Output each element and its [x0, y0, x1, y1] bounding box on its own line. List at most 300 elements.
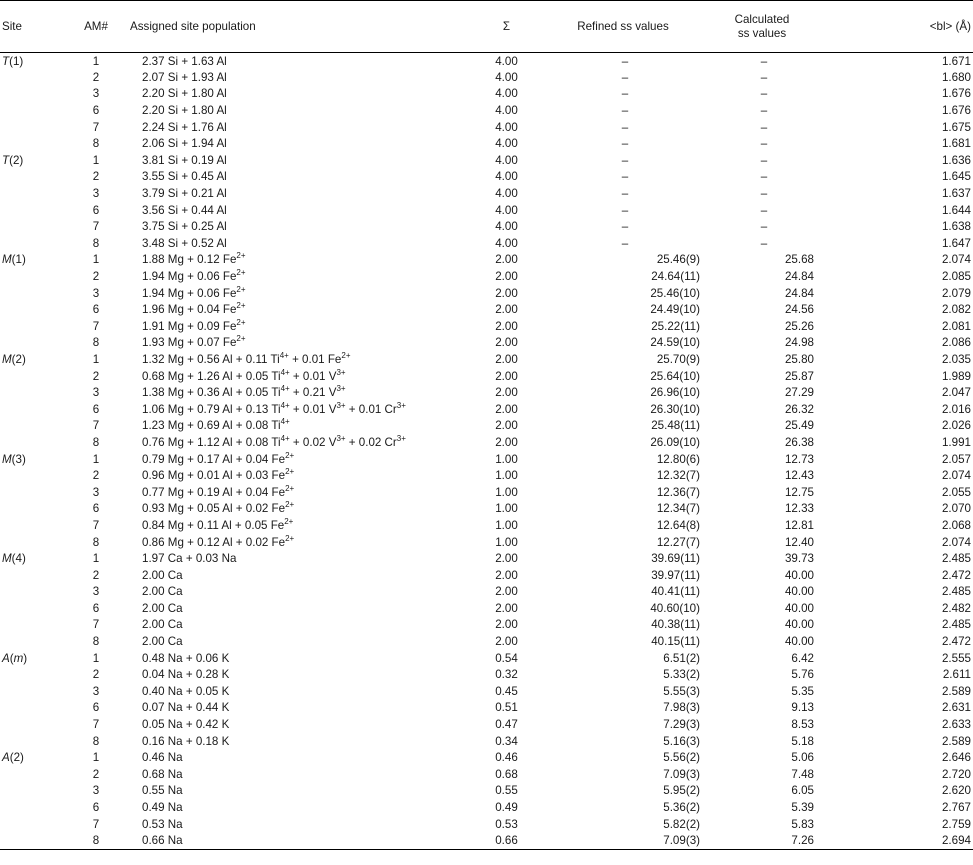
header-site: Site [2, 19, 22, 33]
header-calculated-line2: ss values [737, 26, 787, 40]
population-cell [128, 119, 472, 136]
bond-length-cell: 1.644 [941, 203, 971, 217]
bond-length-cell: 1.636 [941, 153, 971, 167]
calculated-cell [705, 567, 819, 584]
refined-value: 25.48(11) [651, 419, 700, 433]
charge-superscript: 2+ [284, 516, 294, 526]
calculated-cell [705, 766, 819, 783]
calculated-cell [705, 749, 819, 766]
population-text: + 0.21 V [289, 386, 337, 400]
bond-length-cell: 2.057 [941, 452, 971, 466]
population-cell [128, 451, 472, 468]
table-row [0, 633, 973, 650]
sum-cell: 2.00 [495, 386, 518, 400]
population-text: 0.84 Mg + 0.11 Al + 0.05 Fe [142, 518, 285, 532]
header-population: Assigned site population [130, 19, 256, 33]
site-letter: T [2, 153, 10, 167]
population-text: 0.77 Mg + 0.19 Al + 0.04 Fe [142, 485, 286, 499]
bond-length-cell: 2.633 [941, 718, 971, 732]
site-cell [0, 816, 64, 833]
charge-superscript: 4+ [279, 350, 289, 360]
sum-cell: 4.00 [495, 187, 518, 201]
refined-cell [541, 766, 705, 783]
bond-length-cell: 2.485 [941, 618, 971, 632]
population-cell [128, 683, 472, 700]
calculated-cell [705, 102, 819, 119]
refined-cell [541, 351, 705, 368]
calculated-cell [705, 617, 819, 634]
refined-cell [541, 832, 705, 849]
charge-superscript: 3+ [336, 433, 346, 443]
site-cell [0, 666, 64, 683]
calculated-cell [705, 816, 819, 833]
calculated-cell [705, 534, 819, 551]
table-row [0, 534, 973, 551]
calculated-cell [705, 418, 819, 435]
sum-cell: 2.00 [495, 336, 518, 350]
calculated-cell [705, 53, 819, 70]
table-row [0, 285, 973, 302]
refined-cell [541, 584, 705, 601]
refined-cell [541, 301, 705, 318]
sum-cell: 0.55 [495, 784, 518, 798]
population-cell [128, 53, 472, 70]
sum-cell: 2.00 [495, 568, 518, 582]
bond-length-cell: 2.081 [941, 319, 971, 333]
sum-cell: 2.00 [495, 635, 518, 649]
sum-cell: 2.00 [495, 435, 518, 449]
calculated-cell [705, 169, 819, 186]
calculated-value: 24.84 [784, 286, 814, 300]
calculated-value: 25.80 [784, 352, 814, 366]
population-text: 0.79 Mg + 0.17 Al + 0.04 Fe [142, 452, 286, 466]
calculated-cell [705, 600, 819, 617]
am-cell: 3 [92, 784, 100, 798]
calculated-cell [705, 285, 819, 302]
calculated-cell [705, 517, 819, 534]
table-row [0, 567, 973, 584]
refined-cell [541, 749, 705, 766]
calculated-cell [705, 384, 819, 401]
site-cell [0, 86, 64, 103]
sum-cell: 4.00 [495, 70, 518, 84]
calculated-cell [705, 434, 819, 451]
site-cell [0, 384, 64, 401]
calculated-cell [705, 799, 819, 816]
refined-cell [541, 484, 705, 501]
calculated-value: 9.13 [791, 701, 814, 715]
refined-value: – [621, 236, 629, 250]
calculated-cell [705, 666, 819, 683]
calculated-value: 5.83 [791, 817, 814, 831]
table-row [0, 617, 973, 634]
table-row [0, 733, 973, 750]
population-cell [128, 600, 472, 617]
bond-length-cell: 2.068 [941, 518, 971, 532]
site-cell [0, 716, 64, 733]
bond-length-cell: 2.631 [941, 701, 971, 715]
bond-length-cell: 1.675 [941, 120, 971, 134]
calculated-value: 27.29 [784, 386, 814, 400]
population-text: 2.00 Ca [142, 585, 183, 599]
refined-value: – [621, 220, 629, 234]
header-calculated [705, 1, 819, 53]
refined-value: 24.59(10) [650, 336, 700, 350]
population-text: 2.00 Ca [142, 568, 183, 582]
site-letter: A [2, 651, 10, 665]
calculated-cell [705, 633, 819, 650]
refined-value: 12.36(7) [656, 485, 700, 499]
population-cell [128, 733, 472, 750]
table-row [0, 368, 973, 385]
calculated-cell [705, 301, 819, 318]
population-cell [128, 135, 472, 152]
table-row [0, 102, 973, 119]
refined-value: 25.22(11) [651, 319, 700, 333]
site-cell [0, 152, 64, 169]
calculated-cell [705, 335, 819, 352]
refined-cell [541, 152, 705, 169]
table-row [0, 484, 973, 501]
sum-cell: 1.00 [495, 485, 518, 499]
calculated-value: 12.73 [784, 452, 814, 466]
calculated-value: – [760, 87, 768, 101]
refined-cell [541, 633, 705, 650]
sum-cell: 0.46 [495, 751, 518, 765]
am-cell: 3 [92, 684, 100, 698]
site-cell [0, 832, 64, 849]
table-row [0, 451, 973, 468]
refined-value: – [621, 104, 629, 118]
refined-value: 26.96(10) [650, 386, 700, 400]
bond-length-cell: 2.016 [941, 402, 971, 416]
refined-cell [541, 683, 705, 700]
population-text: 0.55 Na [142, 784, 183, 798]
calculated-cell [705, 484, 819, 501]
am-cell: 8 [92, 137, 100, 151]
table-row [0, 53, 973, 70]
site-cell [0, 799, 64, 816]
bond-length-cell: 2.485 [941, 552, 971, 566]
charge-superscript: 2+ [285, 467, 295, 477]
population-cell [128, 700, 472, 717]
am-cell: 7 [92, 220, 100, 234]
calculated-cell [705, 501, 819, 518]
sum-cell: 0.32 [495, 668, 518, 682]
bond-length-cell: 2.070 [941, 502, 971, 516]
population-text: + 0.01 V [289, 369, 337, 383]
charge-superscript: 2+ [236, 268, 246, 278]
population-cell [128, 484, 472, 501]
calculated-value: 40.00 [784, 618, 814, 632]
site-cell [0, 584, 64, 601]
am-cell: 6 [92, 402, 100, 416]
population-text: 1.38 Mg + 0.36 Al + 0.05 Ti [142, 386, 281, 400]
population-cell [128, 401, 472, 418]
table-row [0, 69, 973, 86]
refined-cell [541, 666, 705, 683]
refined-value: – [621, 170, 629, 184]
charge-superscript: 4+ [280, 417, 290, 427]
calculated-value: 5.18 [791, 734, 814, 748]
population-cell [128, 832, 472, 849]
site-cell [0, 69, 64, 86]
site-cell [0, 633, 64, 650]
table-row [0, 832, 973, 849]
site-cell [0, 335, 64, 352]
sum-cell: 2.00 [495, 369, 518, 383]
table-header [0, 1, 973, 53]
refined-value: – [621, 54, 629, 68]
charge-superscript: 4+ [280, 384, 290, 394]
table-row [0, 799, 973, 816]
calculated-value: 25.87 [784, 369, 814, 383]
charge-superscript: 2+ [236, 251, 246, 261]
calculated-value: 12.43 [784, 469, 814, 483]
population-text: 2.37 Si + 1.63 Al [142, 54, 227, 68]
refined-cell [541, 517, 705, 534]
table-row [0, 783, 973, 800]
refined-cell [541, 69, 705, 86]
table-row [0, 318, 973, 335]
refined-value: – [621, 137, 629, 151]
population-text: 2.20 Si + 1.80 Al [142, 87, 227, 101]
refined-cell [541, 650, 705, 667]
calculated-cell [705, 152, 819, 169]
population-text: 1.96 Mg + 0.04 Fe [142, 303, 237, 317]
am-cell: 8 [92, 336, 100, 350]
refined-cell [541, 434, 705, 451]
am-cell: 3 [92, 386, 100, 400]
refined-cell [541, 733, 705, 750]
calculated-cell [705, 451, 819, 468]
refined-cell [541, 86, 705, 103]
site-letter: M [2, 352, 12, 366]
population-cell [128, 617, 472, 634]
refined-value: – [621, 187, 629, 201]
population-text: 1.32 Mg + 0.56 Al + 0.11 Ti [142, 352, 280, 366]
bond-length-cell: 2.035 [941, 352, 971, 366]
refined-cell [541, 783, 705, 800]
bond-length-cell: 1.676 [941, 87, 971, 101]
am-cell: 1 [92, 651, 100, 665]
population-cell [128, 152, 472, 169]
calculated-value: 26.38 [784, 435, 814, 449]
sum-cell: 1.00 [495, 502, 518, 516]
site-letter: M [2, 452, 12, 466]
refined-cell [541, 335, 705, 352]
bond-length-cell: 2.055 [941, 485, 971, 499]
bond-length-cell: 1.638 [941, 220, 971, 234]
table-row [0, 401, 973, 418]
calculated-value: 5.76 [791, 668, 814, 682]
bond-length-cell: 2.485 [941, 585, 971, 599]
am-cell: 6 [92, 601, 100, 615]
population-cell [128, 102, 472, 119]
calculated-value: 24.98 [784, 336, 814, 350]
table-row [0, 550, 973, 567]
calculated-value: 12.33 [784, 502, 814, 516]
calculated-value: – [760, 120, 768, 134]
refined-cell [541, 218, 705, 235]
bond-length-cell: 2.589 [941, 734, 971, 748]
bond-length-cell: 2.694 [941, 833, 971, 847]
population-text: 1.94 Mg + 0.06 Fe [142, 270, 237, 284]
calculated-value: 40.00 [784, 635, 814, 649]
bond-length-cell: 2.082 [941, 303, 971, 317]
sum-cell: 4.00 [495, 120, 518, 134]
table-row [0, 749, 973, 766]
population-text: 1.91 Mg + 0.09 Fe [142, 319, 237, 333]
site-cell [0, 484, 64, 501]
refined-value: 5.16(3) [663, 734, 700, 748]
refined-value: 5.55(3) [663, 684, 700, 698]
population-text: 2.00 Ca [142, 635, 183, 649]
refined-value: 5.33(2) [663, 668, 700, 682]
population-text: 0.16 Na + 0.18 K [142, 734, 230, 748]
refined-cell [541, 501, 705, 518]
population-text: 0.93 Mg + 0.05 Al + 0.02 Fe [142, 502, 286, 516]
header-am: AM# [84, 19, 108, 33]
sum-cell: 0.66 [495, 833, 518, 847]
population-cell [128, 633, 472, 650]
am-cell: 6 [92, 701, 100, 715]
am-cell: 7 [92, 419, 100, 433]
calculated-value: – [760, 137, 768, 151]
calculated-value: 6.05 [791, 784, 814, 798]
bond-length-cell: 2.079 [941, 286, 971, 300]
population-text: 1.06 Mg + 0.79 Al + 0.13 Ti [142, 402, 281, 416]
refined-value: 12.34(7) [656, 502, 700, 516]
refined-cell [541, 401, 705, 418]
bond-length-cell: 1.647 [941, 236, 971, 250]
refined-cell [541, 816, 705, 833]
am-cell: 7 [92, 718, 100, 732]
table-row [0, 152, 973, 169]
sum-cell: 4.00 [495, 203, 518, 217]
am-cell: 2 [92, 469, 100, 483]
charge-superscript: 3+ [336, 384, 346, 394]
calculated-cell [705, 650, 819, 667]
site-letter: M [2, 253, 12, 267]
population-cell [128, 418, 472, 435]
refined-cell [541, 202, 705, 219]
refined-value: 40.15(11) [651, 635, 700, 649]
charge-superscript: 2+ [285, 500, 295, 510]
sum-cell: 0.45 [495, 684, 518, 698]
site-cell [0, 600, 64, 617]
calculated-value: 25.26 [784, 319, 814, 333]
calculated-value: – [760, 170, 768, 184]
sum-cell: 4.00 [495, 104, 518, 118]
am-cell: 2 [92, 369, 100, 383]
table-row [0, 351, 973, 368]
calculated-value: 40.00 [784, 601, 814, 615]
population-cell [128, 816, 472, 833]
population-cell [128, 285, 472, 302]
bond-length-cell: 2.767 [941, 801, 971, 815]
population-cell [128, 185, 472, 202]
site-cell [0, 766, 64, 783]
am-cell: 3 [92, 485, 100, 499]
sum-cell: 1.00 [495, 469, 518, 483]
table-row [0, 716, 973, 733]
refined-value: 5.82(2) [663, 817, 700, 831]
table-row [0, 700, 973, 717]
site-cell [0, 301, 64, 318]
calculated-cell [705, 235, 819, 252]
population-text: 1.94 Mg + 0.06 Fe [142, 286, 237, 300]
charge-superscript: 2+ [341, 350, 351, 360]
refined-value: 5.95(2) [663, 784, 700, 798]
sum-cell: 4.00 [495, 170, 518, 184]
header-bond-length: <bl> (Å) [929, 19, 971, 33]
refined-value: 39.69(11) [651, 552, 700, 566]
calculated-cell [705, 700, 819, 717]
site-cell [0, 252, 64, 269]
sum-cell: 2.00 [495, 253, 518, 267]
refined-cell [541, 700, 705, 717]
population-cell [128, 252, 472, 269]
charge-superscript: 2+ [236, 317, 246, 327]
population-cell [128, 650, 472, 667]
population-cell [128, 434, 472, 451]
table-row [0, 119, 973, 136]
calculated-value: 6.42 [791, 651, 814, 665]
population-cell [128, 368, 472, 385]
population-text: 0.05 Na + 0.42 K [142, 718, 230, 732]
site-cell [0, 700, 64, 717]
table-row [0, 252, 973, 269]
population-text: 3.55 Si + 0.45 Al [142, 170, 227, 184]
population-text: 0.86 Mg + 0.12 Al + 0.02 Fe [142, 535, 286, 549]
table-row [0, 169, 973, 186]
population-cell [128, 666, 472, 683]
sum-cell: 0.34 [495, 734, 518, 748]
population-cell [128, 517, 472, 534]
sum-cell: 2.00 [495, 601, 518, 615]
site-letter: T [2, 54, 10, 68]
refined-cell [541, 268, 705, 285]
refined-value: 5.36(2) [663, 801, 700, 815]
table-body [0, 53, 973, 850]
refined-value: 7.98(3) [663, 701, 700, 715]
refined-value: 39.97(11) [651, 568, 700, 582]
site-cell [0, 268, 64, 285]
population-text: 2.07 Si + 1.93 Al [142, 70, 227, 84]
table-row [0, 202, 973, 219]
bond-length-cell: 2.074 [941, 253, 971, 267]
bond-length-cell: 2.482 [941, 601, 971, 615]
site-cell [0, 467, 64, 484]
site-index: (4) [11, 552, 26, 566]
calculated-value: – [760, 220, 768, 234]
population-cell [128, 335, 472, 352]
am-cell: 7 [92, 319, 100, 333]
table-row [0, 766, 973, 783]
refined-value: 12.64(8) [656, 518, 700, 532]
charge-superscript: 2+ [236, 301, 246, 311]
table-row [0, 517, 973, 534]
bond-length-cell: 2.472 [941, 635, 971, 649]
population-cell [128, 584, 472, 601]
population-text: 1.23 Mg + 0.69 Al + 0.08 Ti [142, 419, 281, 433]
refined-value: 25.46(9) [656, 253, 700, 267]
site-cell [0, 202, 64, 219]
calculated-cell [705, 368, 819, 385]
refined-cell [541, 318, 705, 335]
refined-cell [541, 600, 705, 617]
